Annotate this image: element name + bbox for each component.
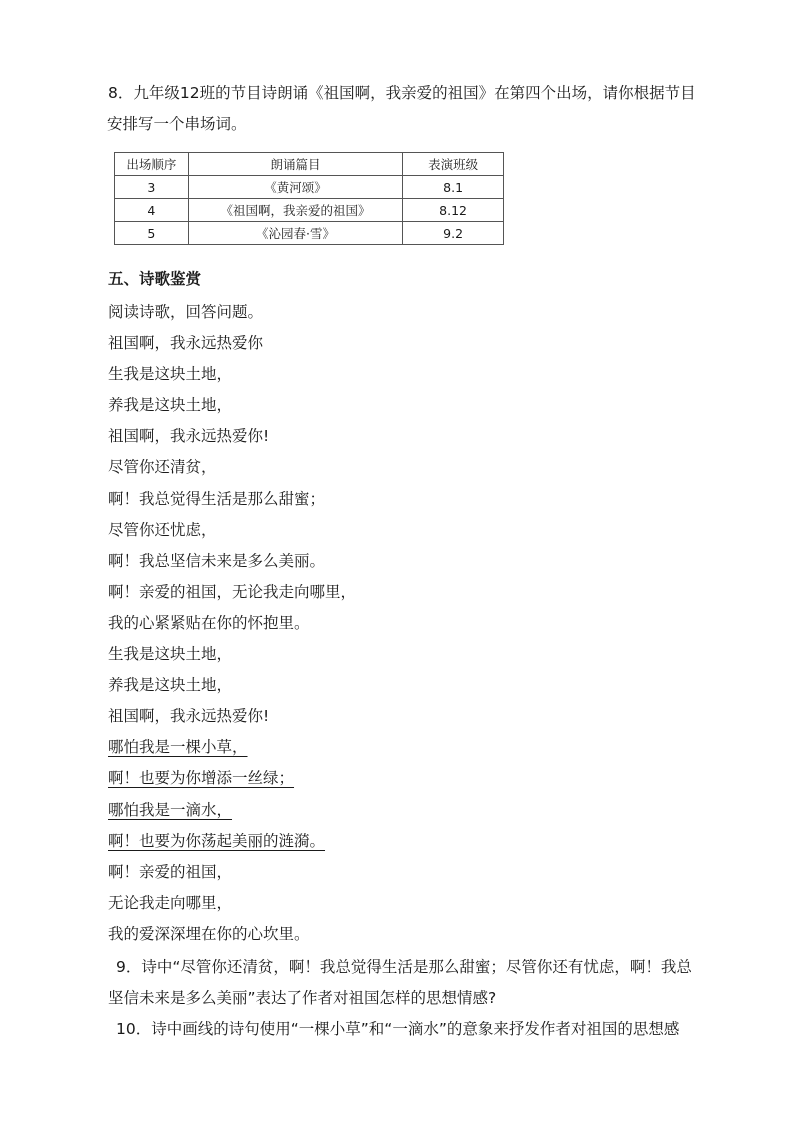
line-text: 阅读诗歌，回答问题。 bbox=[108, 303, 264, 321]
line-text: 尽管你还忧虑， bbox=[108, 520, 217, 539]
poem-line bbox=[108, 421, 728, 452]
line-text: 祖国啊，我永远热爱你! bbox=[108, 427, 270, 446]
poem-line bbox=[108, 639, 728, 670]
question-8 bbox=[108, 78, 720, 140]
poem-line bbox=[108, 608, 728, 639]
poem-line bbox=[108, 390, 728, 421]
table-cell: 《沁园春·雪》 bbox=[188, 222, 402, 245]
line-text: 养我是这块土地， bbox=[108, 396, 233, 415]
poem-line bbox=[108, 359, 728, 390]
table-header-cell: 表演班级 bbox=[403, 153, 504, 176]
line-text: 我的爱深深埋在你的心坎里。 bbox=[108, 924, 310, 943]
program-order-table bbox=[114, 152, 504, 245]
line-text: 生我是这块土地， bbox=[108, 645, 233, 664]
line-text: 啊！也要为你增添一丝绿； bbox=[108, 769, 295, 788]
poem-line bbox=[108, 857, 728, 888]
line-text: 祖国啊，我永远热爱你 bbox=[108, 334, 264, 353]
line-text: 无论我走向哪里， bbox=[108, 893, 233, 912]
line-text: 尽管你还清贫， bbox=[108, 458, 217, 477]
poem-line bbox=[108, 484, 728, 515]
table-cell: 9.2 bbox=[403, 222, 504, 245]
question-8-line-2: 安排写一个串场词。 bbox=[107, 115, 247, 133]
poem-line bbox=[108, 452, 728, 483]
line-text: 哪怕我是一棵小草， bbox=[108, 738, 248, 757]
question-9 bbox=[108, 952, 720, 1014]
table-cell: 《黄河颂》 bbox=[188, 176, 402, 199]
question-9-line-2: 坚信未来是多么美丽”表达了作者对祖国怎样的思想情感? bbox=[108, 989, 497, 1007]
line-text: 养我是这块土地， bbox=[108, 676, 233, 695]
underlined-poem-line bbox=[108, 826, 728, 857]
line-text: 我的心紧紧贴在你的怀抱里。 bbox=[108, 613, 310, 632]
question-10-line-1: 10．诗中画线的诗句使用“一棵小草”和“一滴水”的意象来抒发作者对祖国的思想感 bbox=[116, 1020, 680, 1038]
line-text: 啊！我总坚信未来是多么美丽。 bbox=[108, 551, 326, 570]
line-text: 啊！也要为你荡起美丽的涟漪。 bbox=[108, 831, 326, 850]
table-header-cell: 出场顺序 bbox=[115, 153, 189, 176]
table-cell: 3 bbox=[115, 176, 189, 199]
question-8-line-1: 8．九年级12班的节目诗朗诵《祖国啊，我亲爱的祖国》在第四个出场，请你根据节目 bbox=[108, 84, 696, 102]
table-header-row bbox=[115, 153, 504, 176]
poem-line bbox=[108, 670, 728, 701]
poem-body bbox=[108, 297, 728, 950]
table-cell: 5 bbox=[115, 222, 189, 245]
table-cell: 8.12 bbox=[403, 199, 504, 222]
section-title: 五、诗歌鉴赏 bbox=[108, 270, 202, 288]
line-text: 啊！我总觉得生活是那么甜蜜； bbox=[108, 489, 326, 508]
table-row bbox=[115, 199, 504, 222]
poem-line bbox=[108, 888, 728, 919]
table-row bbox=[115, 222, 504, 245]
poem-line bbox=[108, 546, 728, 577]
table-cell: 4 bbox=[115, 199, 189, 222]
underlined-poem-line bbox=[108, 732, 728, 763]
question-10 bbox=[108, 1014, 720, 1045]
question-9-line-1: 9．诗中“尽管你还清贫，啊！我总觉得生活是那么甜蜜；尽管你还有忧虑，啊！我总 bbox=[116, 958, 692, 976]
table-cell: 8.1 bbox=[403, 176, 504, 199]
underlined-poem-line bbox=[108, 795, 728, 826]
underlined-poem-line bbox=[108, 763, 728, 794]
poem-line bbox=[108, 701, 728, 732]
table-header-cell: 朗诵篇目 bbox=[188, 153, 402, 176]
instruction-line bbox=[108, 297, 728, 328]
poem-line bbox=[108, 919, 728, 950]
poem-line bbox=[108, 328, 728, 359]
poem-line bbox=[108, 577, 728, 608]
line-text: 啊！亲爱的祖国， bbox=[108, 862, 233, 881]
line-text: 生我是这块土地， bbox=[108, 365, 233, 384]
line-text: 哪怕我是一滴水， bbox=[108, 800, 233, 819]
table-row bbox=[115, 176, 504, 199]
poem-line bbox=[108, 515, 728, 546]
line-text: 啊！亲爱的祖国，无论我走向哪里， bbox=[108, 582, 357, 601]
table-cell: 《祖国啊，我亲爱的祖国》 bbox=[188, 199, 402, 222]
line-text: 祖国啊，我永远热爱你! bbox=[108, 707, 270, 726]
